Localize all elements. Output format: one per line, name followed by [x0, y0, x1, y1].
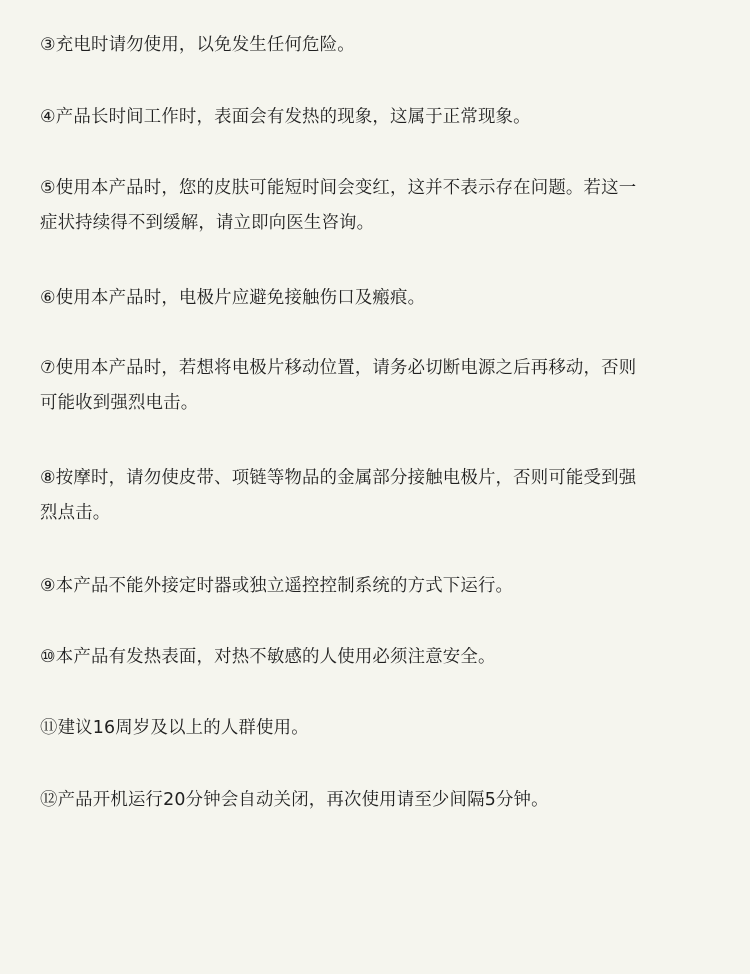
note-line: ⑥使用本产品时，电极片应避免接触伤口及瘢痕。	[40, 288, 426, 308]
note-line: 症状持续得不到缓解，请立即向医生咨询。	[40, 213, 375, 233]
note-10	[40, 640, 720, 675]
note-line: ⑦使用本产品时，若想将电极片移动位置，请务必切断电源之后再移动，否则	[40, 358, 637, 378]
note-12	[40, 783, 720, 818]
note-9	[40, 569, 720, 604]
note-3	[40, 28, 720, 63]
note-line: ⑪建议16周岁及以上的人群使用。	[40, 718, 309, 738]
note-8	[40, 461, 720, 531]
note-7	[40, 351, 720, 421]
note-line: 烈点击。	[40, 503, 111, 523]
note-line: 可能收到强烈电击。	[40, 393, 199, 413]
note-line: ⑫产品开机运行20分钟会自动关闭，再次使用请至少间隔5分钟。	[40, 790, 549, 810]
note-4	[40, 100, 720, 135]
note-6	[40, 281, 720, 316]
note-line: ③充电时请勿使用，以免发生任何危险。	[40, 35, 355, 55]
note-line: ④产品长时间工作时，表面会有发热的现象，这属于正常现象。	[40, 107, 531, 127]
note-11	[40, 711, 720, 746]
note-5	[40, 171, 720, 241]
note-line: ⑤使用本产品时，您的皮肤可能短时间会变红，这并不表示存在问题。若这一	[40, 178, 637, 198]
note-line: ⑧按摩时，请勿使皮带、项链等物品的金属部分接触电极片，否则可能受到强	[40, 468, 637, 488]
note-line: ⑨本产品不能外接定时器或独立遥控控制系统的方式下运行。	[40, 576, 514, 596]
note-line: ⑩本产品有发热表面，对热不敏感的人使用必须注意安全。	[40, 647, 496, 667]
